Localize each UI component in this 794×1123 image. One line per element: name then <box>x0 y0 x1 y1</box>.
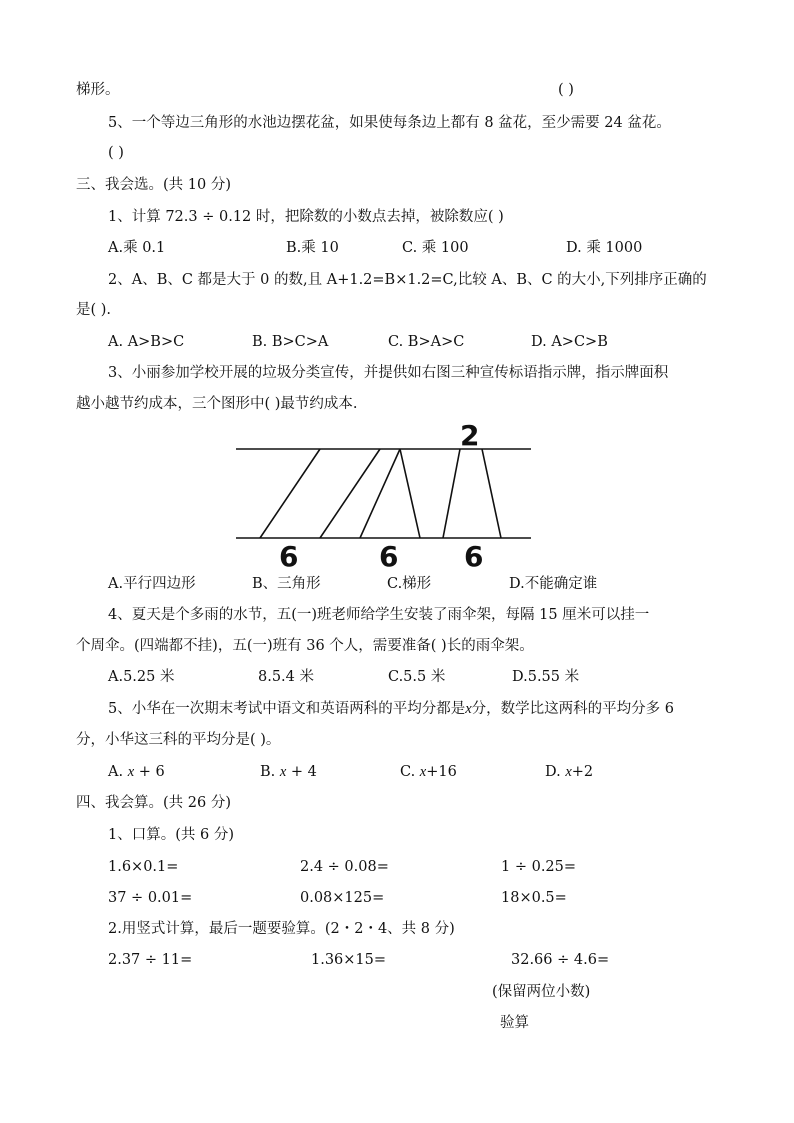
oral-calc-title: 1、口算。(共 6 分) <box>108 827 234 843</box>
vertical-calc-item: 1.36×15= <box>311 952 387 968</box>
choice-option: D.不能确定谁 <box>509 576 598 592</box>
choice-option: D. 乘 1000 <box>566 240 643 256</box>
parallelogram-left-edge <box>260 449 320 538</box>
oral-calc-item: 1 ÷ 0.25= <box>501 859 577 875</box>
choice-option: A. A>B>C <box>108 334 185 350</box>
choice-option <box>108 762 165 782</box>
choice-q4-stem-cont: 个周伞。(四端都不挂)，五(一)班有 36 个人，需要准备( )长的雨伞架。 <box>76 638 534 654</box>
choice-option: C. 乘 100 <box>402 240 469 256</box>
vertical-calc-item: 2.37 ÷ 11= <box>108 952 193 968</box>
variable-x: x <box>279 764 287 780</box>
answer-paren: ( ) <box>108 145 124 161</box>
choice-q5-stem <box>108 699 674 719</box>
choice-option <box>400 762 457 782</box>
choice-q4-stem: 4、夏天是个多雨的水节，五(一)班老师给学生安装了雨伞架，每隔 15 厘米可以挂一 <box>108 607 650 623</box>
choice-q1-stem: 1、计算 72.3 ÷ 0.12 时，把除数的小数点去掉，被除数应( ) <box>108 209 504 225</box>
option-prefix: C. <box>400 764 420 780</box>
option-rest: +16 <box>426 764 457 780</box>
variable-x: x <box>419 764 427 780</box>
choice-option: C. B>A>C <box>388 334 465 350</box>
choice-q5-stem-cont: 分，小华这三科的平均分是( )。 <box>76 732 281 748</box>
judge-q4-tail: 梯形。 <box>76 82 120 98</box>
figure-label-top: 2 <box>460 419 480 452</box>
option-rest: +2 <box>571 764 594 780</box>
oral-calc-item: 1.6×0.1= <box>108 859 179 875</box>
choice-option: C.5.5 米 <box>388 669 446 685</box>
choice-option: 8.5.4 米 <box>258 669 315 685</box>
choice-option: D. A>C>B <box>531 334 608 350</box>
choice-option: D.5.55 米 <box>512 669 580 685</box>
stem-text: 5、小华在一次期末考试中语文和英语两科的平均分都是 <box>108 701 466 717</box>
oral-calc-item: 18×0.5= <box>501 890 567 906</box>
variable-x: x <box>127 764 135 780</box>
choice-option <box>260 762 317 782</box>
option-rest: + 6 <box>134 764 165 780</box>
variable-x: x <box>565 764 572 780</box>
option-prefix: D. <box>545 764 566 780</box>
choice-option: A.5.25 米 <box>108 669 175 685</box>
stem-text: 分，数学比这两科的平均分多 6 <box>471 701 675 717</box>
figure-label-bottom: 6 <box>279 540 299 573</box>
choice-option: B.乘 10 <box>286 240 339 256</box>
option-prefix: B. <box>260 764 280 780</box>
oral-calc-item: 37 ÷ 0.01= <box>108 890 193 906</box>
choice-option: A.乘 0.1 <box>108 240 166 256</box>
trapezoid-right-edge <box>482 449 501 538</box>
choice-q2-stem: 2、A、B、C 都是大于 0 的数,且 A+1.2=B×1.2=C,比较 A、B、C 的大小,下列排序正确的 <box>108 272 707 288</box>
choice-option <box>545 762 593 782</box>
figure-label-bottom: 6 <box>379 540 399 573</box>
section-heading-calc: 四、我会算。(共 26 分) <box>76 795 231 811</box>
trapezoid-left-edge <box>443 449 460 538</box>
section-heading-choice: 三、我会选。(共 10 分) <box>76 177 231 193</box>
choice-q2-stem-cont: 是( ). <box>76 302 112 318</box>
variable-x: x <box>465 701 472 717</box>
answer-paren: ( ) <box>558 82 574 98</box>
vertical-calc-title: 2.用竖式计算，最后一题要验算。(2・2・4、共 8 分) <box>108 921 455 937</box>
rounding-note: (保留两位小数) <box>492 984 591 1000</box>
figure-label-bottom: 6 <box>464 540 484 573</box>
choice-option: B. B>C>A <box>252 334 329 350</box>
vertical-calc-item: 32.66 ÷ 4.6= <box>511 952 610 968</box>
choice-option: B、三角形 <box>252 576 321 592</box>
triangle-left-edge <box>360 449 400 538</box>
option-rest: + 4 <box>286 764 317 780</box>
oral-calc-item: 0.08×125= <box>300 890 385 906</box>
check-label: 验算 <box>500 1015 529 1031</box>
choice-option: C.梯形 <box>387 576 432 592</box>
choice-q3-stem: 3、小丽参加学校开展的垃圾分类宣传，并提供如右图三种宣传标语指示牌，指示牌面积 <box>108 365 669 381</box>
parallelogram-right-edge <box>320 449 380 538</box>
choice-q3-stem-cont: 越小越节约成本，三个图形中( )最节约成本. <box>76 396 358 412</box>
option-prefix: A. <box>108 764 128 780</box>
triangle-right-edge <box>400 449 420 538</box>
judge-q5-text: 5、一个等边三角形的水池边摆花盆，如果使每条边上都有 8 盆花，至少需要 24 盆花。 <box>108 115 671 131</box>
choice-option: A.平行四边形 <box>108 576 196 592</box>
oral-calc-item: 2.4 ÷ 0.08= <box>300 859 389 875</box>
